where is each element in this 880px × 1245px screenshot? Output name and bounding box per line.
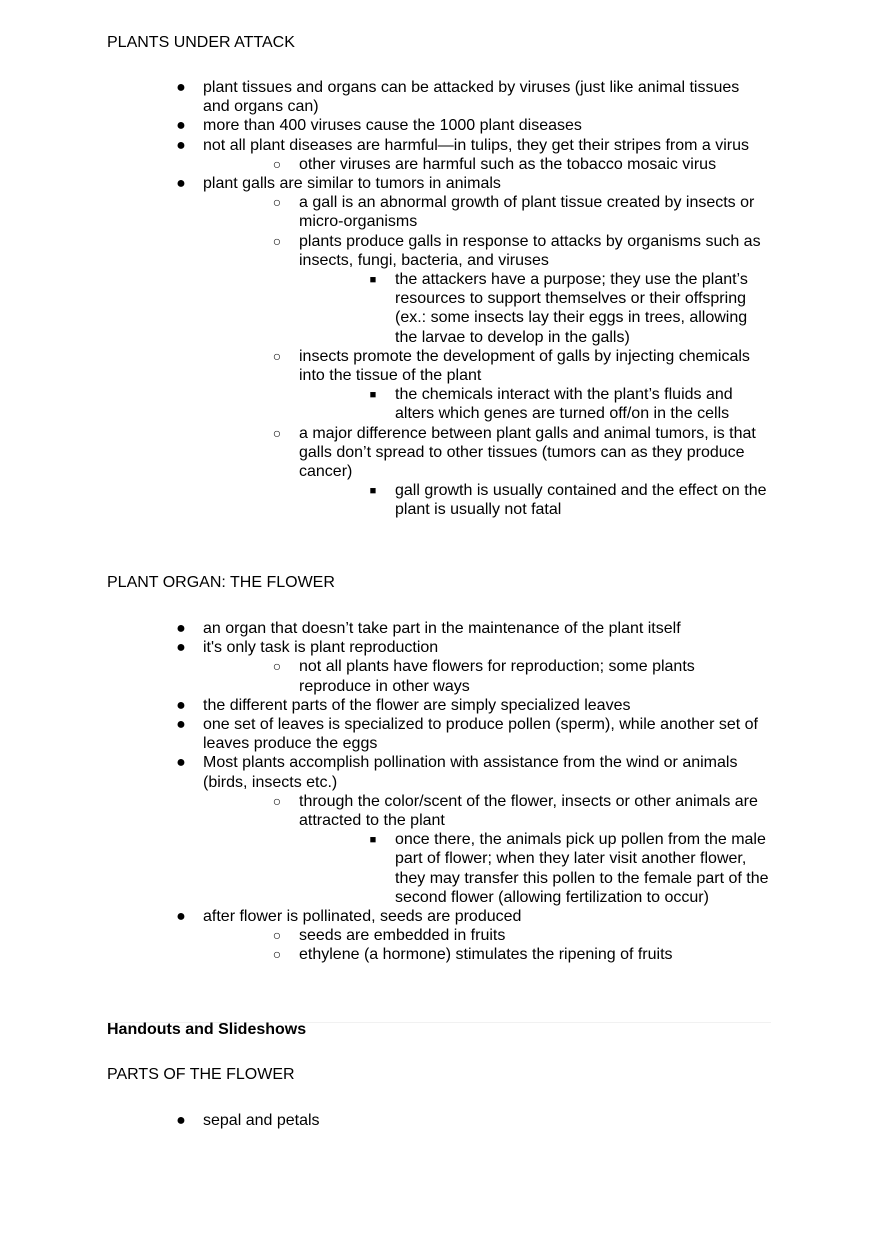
list-item: ● after flower is pollinated, seeds are produced <box>176 908 522 926</box>
hollow-bullet-icon: ○ <box>272 658 282 675</box>
bullet-icon: ● <box>176 117 186 135</box>
plant-organ-flower-list <box>0 619 880 965</box>
list-item: ○ a gall is an abnormal growth of plant tissue created by insects or micro-organisms <box>272 194 755 231</box>
list-item: ● not all plant diseases are harmful—in tulips, they get their stripes from a virus <box>176 136 750 154</box>
list-item: ● the different parts of the flower are simply specialized leaves <box>176 696 631 714</box>
list-item: ○ plants produce galls in response to attacks by organisms such as insects, fungi, bacteria, and viruses <box>272 232 761 269</box>
list-item: ● plant tissues and organs can be attacked by viruses (just like animal tissues and organs can) <box>176 79 740 116</box>
list-item: ■ the chemicals interact with the plant’s fluids and alters which genes are turned off/on in the cells <box>0 385 755 423</box>
square-bullet-icon: ■ <box>369 834 377 847</box>
hollow-bullet-icon: ○ <box>272 946 282 963</box>
list-item: ● sepal and petals <box>176 1112 320 1129</box>
parts-of-flower-list <box>0 1111 880 1130</box>
list-item: ○ a major difference between plant galls and animal tumors, is that galls don’t spread to other tissues (tumors can as they produce cancer) <box>272 424 756 481</box>
hollow-bullet-icon: ○ <box>272 347 282 364</box>
section-heading-parts-of-flower: PARTS OF THE FLOWER <box>107 1066 295 1083</box>
hollow-bullet-icon: ○ <box>272 927 282 944</box>
bullet-icon: ● <box>176 79 186 96</box>
plants-under-attack-list <box>0 78 880 520</box>
hollow-bullet-icon: ○ <box>272 194 282 211</box>
square-bullet-icon: ■ <box>369 274 377 287</box>
list-item: ■ the attackers have a purpose; they use the plant’s resources to support themselves or their offspring (ex.: some insects lay their eggs in trees, allowing the larvae to develop in the galls) <box>0 270 765 347</box>
bullet-icon: ● <box>176 620 186 637</box>
bullet-icon: ● <box>176 1112 186 1129</box>
section-heading-plant-organ-flower: PLANT ORGAN: THE FLOWER <box>107 574 335 591</box>
square-bullet-icon: ■ <box>369 485 377 498</box>
list-item: ○ other viruses are harmful such as the tobacco mosaic virus <box>272 155 717 173</box>
list-item: ● one set of leaves is specialized to produce pollen (sperm), while another set of leaves produce the eggs <box>176 716 758 753</box>
bullet-icon: ● <box>176 908 186 926</box>
section-heading-plants-under-attack: PLANTS UNDER ATTACK <box>107 34 295 51</box>
list-item: ■ gall growth is usually contained and the effect on the plant is usually not fatal <box>0 481 775 519</box>
hollow-bullet-icon: ○ <box>272 232 282 249</box>
hollow-bullet-icon: ○ <box>272 155 282 172</box>
list-item: ○ insects promote the development of galls by injecting chemicals into the tissue of the plant <box>272 347 750 385</box>
list-item: ● more than 400 viruses cause the 1000 plant diseases <box>176 117 582 135</box>
list-item: ■ once there, the animals pick up pollen from the male part of flower; when they later visit another flower, they may transfer this pollen to the female part of the second flower (allowing fertilization to occur) <box>0 830 775 907</box>
bullet-icon: ● <box>176 639 186 657</box>
list-item: ○ ethylene (a hormone) stimulates the ripening of fruits <box>272 946 673 964</box>
list-item: ○ seeds are embedded in fruits <box>272 927 506 945</box>
bullet-icon: ● <box>176 716 186 734</box>
handouts-heading: Handouts and Slideshows <box>107 1021 307 1038</box>
bullet-icon: ● <box>176 136 186 154</box>
list-item: ● an organ that doesn’t take part in the maintenance of the plant itself <box>176 620 681 637</box>
list-item: ○ not all plants have flowers for reproduction; some plants reproduce in other ways <box>272 658 695 695</box>
bullet-icon: ● <box>176 696 186 714</box>
list-item: ○ through the color/scent of the flower, insects or other animals are attracted to the plant <box>272 792 758 830</box>
list-item: ● plant galls are similar to tumors in animals <box>176 175 501 193</box>
square-bullet-icon: ■ <box>369 389 377 402</box>
hollow-bullet-icon: ○ <box>272 424 282 441</box>
bullet-icon: ● <box>176 754 186 772</box>
bullet-icon: ● <box>176 175 186 193</box>
list-item: ● Most plants accomplish pollination with assistance from the wind or animals (birds, insects etc.) <box>176 754 738 791</box>
hollow-bullet-icon: ○ <box>272 792 282 809</box>
list-item: ● it's only task is plant reproduction <box>176 639 439 657</box>
